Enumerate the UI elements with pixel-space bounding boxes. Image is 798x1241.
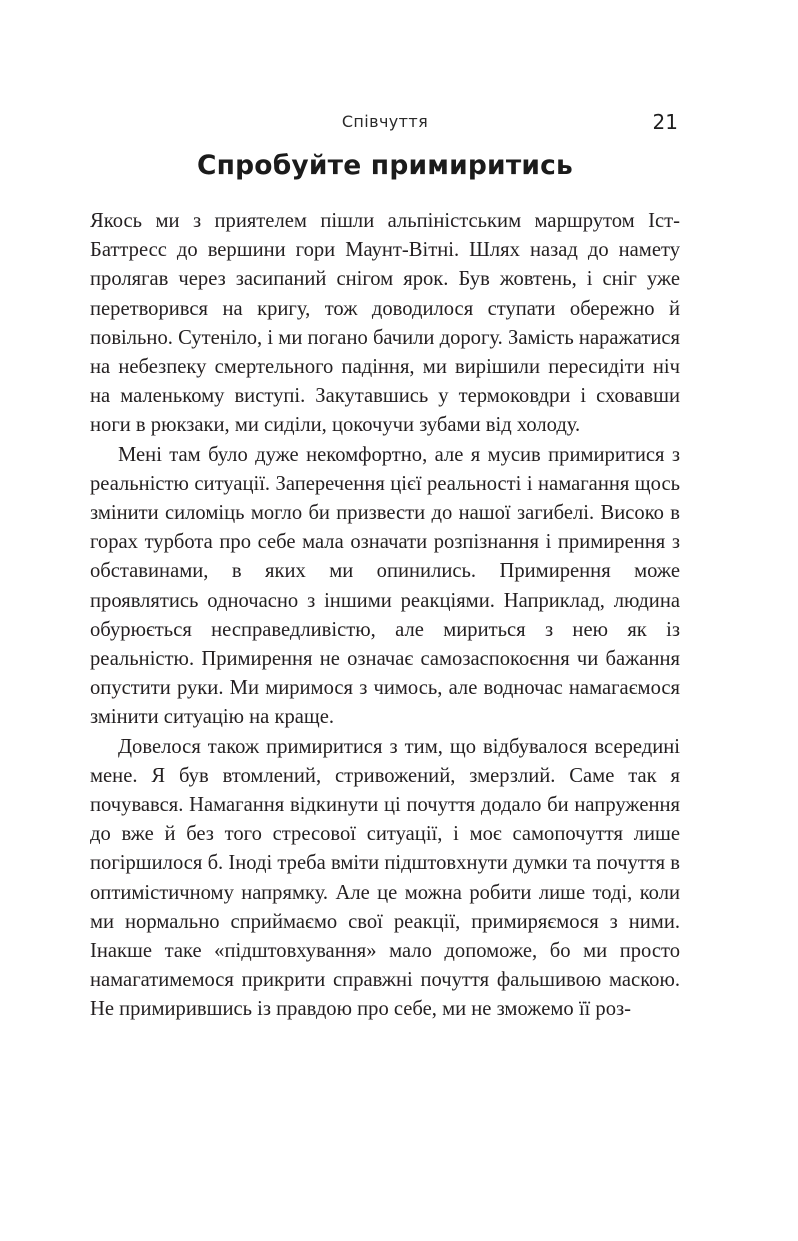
paragraph-3: Довелося також примиритися з тим, що відбувалося всередині мене. Я був втомлений, стривожений, змерзлий. Саме так я почувався. Намагання відкинути ці почуття додало би напруження до вже й без того стресової ситуації, і моє самопочуття лише погіршилося б. Іноді треба вміти підштовхнути думки та почуття в оптимістичному напрямку. Але це можна робити лише тоді, коли ми нормально сприймаємо свої реакції, примиряємося з ними. Інакше таке «підштовхування» мало допоможе, бо ми просто намагатимемося прикрити справжні почуття фальшивою маскою. Не примирившись із правдою про себе, ми не зможемо її роз- [90, 735, 680, 1021]
section-heading: Спробуйте примиритись [196, 150, 574, 181]
paragraph-1: Якось ми з приятелем пішли альпіністським маршрутом Іст-Баттресс до вершини гори Маунт-Вітні. Шлях назад до намету пролягав через засипаний снігом ярок. Був жовтень, і сніг уже перетворився на кригу, тож доводилося ступати обережно й повільно. Сутеніло, і ми погано бачили дорогу. Замість наражатися на небезпеку смертельного падіння, ми вирішили пересидіти ніч на маленькому виступі. Закутавшись у термоковдри і сховавши ноги в рюкзаки, ми сиділи, цокочучи зубами від холоду. [90, 210, 680, 437]
running-title: Співчуття [341, 112, 429, 131]
paragraph-2: Мені там було дуже некомфортно, але я мусив примиритися з реальністю ситуації. Заперечення цієї реальності і намагання щось змінити силоміць могло би призвести до нашої загибелі. Високо в горах турбота про себе мала означати розпізнання і примирення з обставинами, в яких ми опинились. Примирення може проявлятись одночасно з іншими реакціями. Наприклад, людина обурюється несправедливістю, але мириться з нею як із реальністю. Примирення не означає самозаспокоєння чи бажання опустити руки. Ми миримося з чимось, але водночас намагаємося змінити ситуацію на краще. [90, 443, 680, 729]
page-number: 21 [652, 110, 678, 134]
body-text [90, 207, 680, 1025]
running-header [90, 110, 680, 136]
